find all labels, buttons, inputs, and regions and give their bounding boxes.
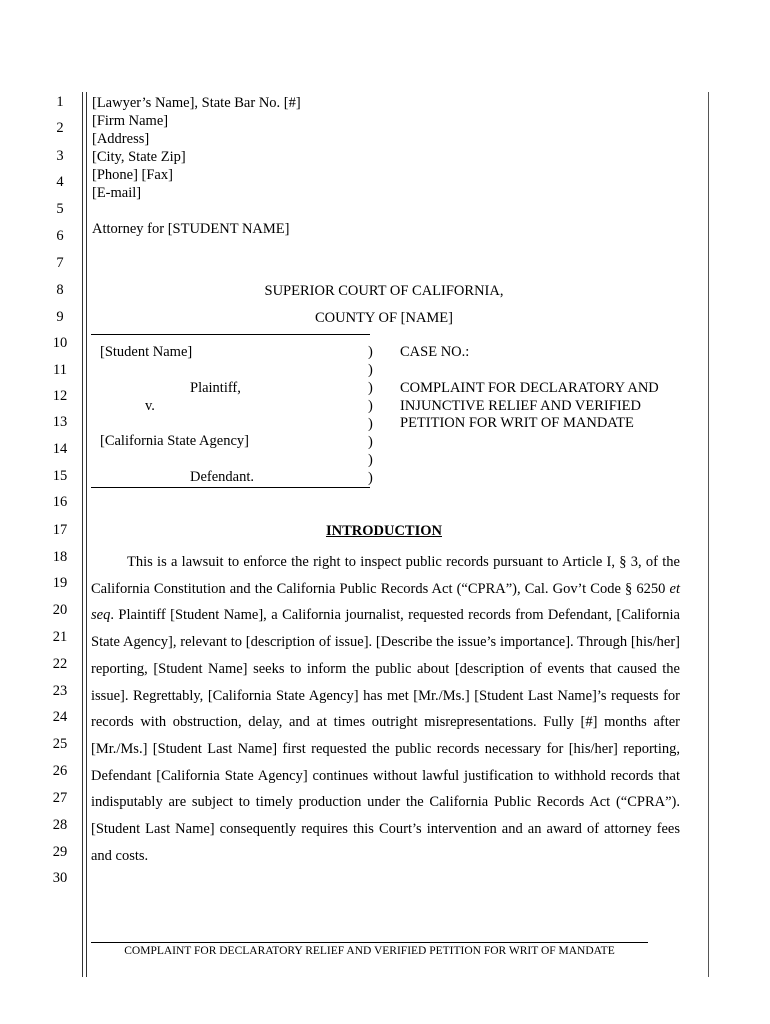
court-name: SUPERIOR COURT OF CALIFORNIA, bbox=[264, 283, 504, 299]
caption-paren: ) bbox=[368, 344, 373, 360]
city-state-zip-line: [City, State Zip] bbox=[92, 149, 186, 165]
address-line: [Address] bbox=[92, 131, 150, 147]
attorney-name-line: [Lawyer’s Name], State Bar No. [#] bbox=[92, 95, 301, 111]
case-number-label: CASE NO.: bbox=[400, 344, 470, 360]
line-number: 7 bbox=[56, 255, 64, 271]
phone-fax-line: [Phone] [Fax] bbox=[92, 167, 173, 183]
line-number: 24 bbox=[52, 709, 68, 725]
pleading-left-rule-outer bbox=[82, 92, 83, 977]
caption-paren: ) bbox=[368, 470, 373, 486]
firm-name-line: [Firm Name] bbox=[92, 113, 169, 129]
introduction-paragraph bbox=[91, 549, 680, 869]
caption-paren: ) bbox=[368, 398, 373, 414]
caption-bottom-rule bbox=[91, 487, 370, 488]
line-number: 6 bbox=[56, 228, 64, 244]
line-number: 21 bbox=[52, 629, 68, 645]
footer-rule bbox=[91, 942, 648, 943]
plaintiff-name: [Student Name] bbox=[100, 344, 193, 360]
line-number: 16 bbox=[52, 494, 68, 510]
caption-paren: ) bbox=[368, 452, 373, 468]
plaintiff-label: Plaintiff, bbox=[190, 380, 241, 396]
line-number: 9 bbox=[56, 309, 64, 325]
line-number: 22 bbox=[52, 656, 68, 672]
introduction-text-part-1: This is a lawsuit to enforce the right to inspect public records pursuant to Article I, § 3, of the California Constitution and the California Public Records Act (“CPRA”), Cal. Gov’t Code § 6250 bbox=[91, 554, 680, 597]
defendant-label: Defendant. bbox=[190, 469, 255, 485]
document-title-line-2: INJUNCTIVE RELIEF AND VERIFIED bbox=[400, 398, 641, 414]
line-number: 28 bbox=[52, 817, 68, 833]
line-number: 20 bbox=[52, 602, 68, 618]
caption-paren: ) bbox=[368, 362, 373, 378]
caption-paren: ) bbox=[368, 434, 373, 450]
introduction-text-part-2: . Plaintiff [Student Name], a California journalist, requested records from Defendant, [California State Agency], relevant to [description of issue]. [Describe the issue’s importance]. Through [his/her] reporting, [Student Name] seeks to inform the public about [description of events that caused the issue]. Regrettably, [California State Agency] has met [Mr./Ms.] [Student Last Name]’s requests for records with obstruction, delay, and at times outright misrepresentations. Fully [#] months after [Mr./Ms.] [Student Last Name] first requested the public records necessary for [his/her] reporting, Defendant [California State Agency] continues without lawful justification to withhold records that indisputably are subject to timely production under the California Public Records Act (“CPRA”). [Student Last Name] consequently requires this Court’s intervention and an award of attorney fees and costs. bbox=[91, 607, 680, 864]
line-number: 11 bbox=[53, 362, 67, 378]
line-number: 30 bbox=[52, 870, 68, 886]
line-number: 2 bbox=[56, 120, 64, 136]
attorney-for-line: Attorney for [STUDENT NAME] bbox=[92, 221, 290, 237]
line-number: 17 bbox=[52, 522, 68, 538]
line-number: 15 bbox=[52, 468, 68, 484]
line-number: 23 bbox=[52, 683, 68, 699]
line-number: 4 bbox=[56, 174, 64, 190]
caption-paren: ) bbox=[368, 416, 373, 432]
line-number: 29 bbox=[52, 844, 68, 860]
caption-paren: ) bbox=[368, 380, 373, 396]
document-title-line-3: PETITION FOR WRIT OF MANDATE bbox=[400, 415, 634, 431]
court-county: COUNTY OF [NAME] bbox=[314, 310, 453, 326]
pleading-left-rule-inner bbox=[86, 92, 87, 977]
line-number: 3 bbox=[56, 148, 64, 164]
line-number: 18 bbox=[52, 549, 68, 565]
line-number: 1 bbox=[56, 94, 64, 110]
defendant-name: [California State Agency] bbox=[100, 433, 249, 449]
introduction-heading: INTRODUCTION bbox=[325, 523, 442, 539]
pleading-right-rule bbox=[708, 92, 709, 977]
document-title-line-1: COMPLAINT FOR DECLARATORY AND bbox=[400, 380, 659, 396]
line-number: 8 bbox=[56, 282, 64, 298]
line-number: 14 bbox=[52, 441, 68, 457]
email-line: [E-mail] bbox=[92, 185, 142, 201]
line-number: 25 bbox=[52, 736, 68, 752]
line-number: 10 bbox=[52, 335, 68, 351]
line-number: 13 bbox=[52, 414, 68, 430]
caption-top-rule bbox=[91, 334, 370, 335]
footer-title: COMPLAINT FOR DECLARATORY RELIEF AND VERIFIED PETITION FOR WRIT OF MANDATE bbox=[124, 945, 615, 957]
versus-label: v. bbox=[145, 398, 155, 414]
line-number: 19 bbox=[52, 575, 68, 591]
line-number: 26 bbox=[52, 763, 68, 779]
line-number: 12 bbox=[52, 388, 68, 404]
line-number: 5 bbox=[56, 201, 64, 217]
line-number: 27 bbox=[52, 790, 68, 806]
caption-paren-column bbox=[368, 343, 373, 487]
introduction-italic: et seq bbox=[91, 580, 680, 624]
